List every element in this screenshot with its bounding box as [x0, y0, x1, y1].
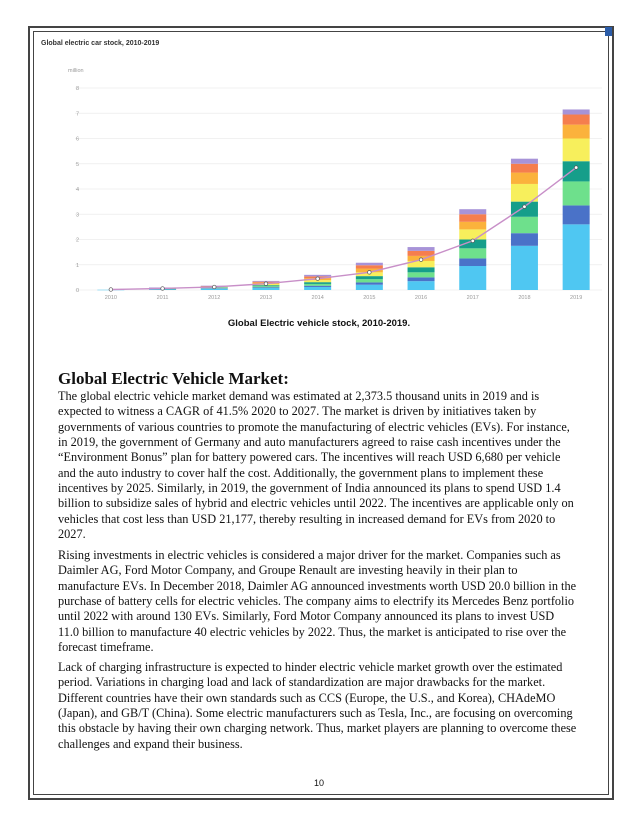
bar-segment-2019-6	[563, 125, 590, 139]
bar-segment-2015-2	[356, 282, 383, 284]
x-tick-label: 2011	[156, 295, 169, 301]
y-tick-label: 3	[75, 212, 79, 219]
x-tick-label: 2012	[208, 295, 221, 301]
bar-segment-2017-8	[459, 209, 486, 214]
trend-point-2017	[471, 239, 475, 243]
section-heading: Global Electric Vehicle Market:	[58, 369, 289, 388]
paragraph-investments: Rising investments in electric vehicles is considered a major driver for the market. Companies such as Daimler AG, Ford Motor Company, and Groupe Renault are investing heavily in their plan to manufacture EVs. In December 2018, Daimler AG announced investments worth USD 20.0 billion in the purchase of battery cells for electric vehicles. The company aims to electrify its Mercedes Benz portfolio until 2022 with around 130 EVs. Similarly, Ford Motor Company announced its plans to invest USD 11.0 billion to manufacture 40 electric vehicles by 2022. Thus, the market is anticipated to rise over the forecast timeframe.	[58, 548, 577, 655]
bar-segment-2014-3	[304, 284, 331, 286]
paragraph-charging-infrastructure: Lack of charging infrastructure is expected to hinder electric vehicle market growth over the estimated period. Variations in charging load and lack of standardization are major drawbacks for the market. Different countries have their own standards such as CCS (Europe, the U.S., and Korea), CHAdeMO (Japan), and GB/T (China). Some electric manufacturers such as Tesla, Inc., are focusing on overcoming this obstacle by having their own charging network. Thus, market players are planning to overcome these challenges and expand their business.	[58, 660, 577, 751]
bar-segment-2015-4	[356, 276, 383, 279]
y-tick-label: 7	[75, 111, 79, 118]
corner-marker	[605, 27, 612, 36]
bar-segment-2018-4	[511, 202, 538, 217]
bar-segment-2019-7	[563, 115, 590, 125]
bar-segment-2019-3	[563, 181, 590, 205]
paragraph-market-demand: The global electric vehicle market demand was estimated at 2,373.5 thousand units in 2019 and is expected to witness a CAGR of 41.5% 2020 to 2027. The market is driven by initiatives taken by governments of various countries to promote the manufacturing of electric vehicles (EVs). For instance, in 2019, the government of Germany and auto manufacturers agreed to raise cash incentives under the “Environment Bonus” plan for battery powered cars. The incentives will reach USD 6,680 per vehicle and the auto industry to cover half the cost. Additionally, the government plans to implement these incentives by 2025. Similarly, in 2019, the government of India announced its plans to spend USD 1.4 billion to subsidize sales of hybrid and electric vehicles until 2022. The incentives are applicable only on vehicles that cost less than USD 21,177, thereby resulting in increased demand for EVs from 2020 to 2027.	[58, 389, 574, 542]
bar-segment-2014-2	[304, 286, 331, 287]
bar-segment-2016-8	[408, 247, 435, 251]
bar-segment-2015-7	[356, 265, 383, 268]
bar-segment-2019-4	[563, 161, 590, 181]
bar-segment-2019-8	[563, 109, 590, 114]
trend-point-2010	[109, 288, 113, 292]
bar-segment-2016-4	[408, 267, 435, 272]
bar-segment-2018-6	[511, 173, 538, 184]
bar-segment-2016-1	[408, 281, 435, 290]
bar-segment-2015-8	[356, 263, 383, 266]
bar-segment-2019-2	[563, 205, 590, 224]
trend-line-group	[109, 166, 578, 292]
trend-point-2015	[368, 271, 372, 275]
trend-point-2013	[264, 282, 268, 286]
bar-segment-2016-7	[408, 251, 435, 256]
bar-segment-2018-2	[511, 233, 538, 246]
bar-segment-2018-8	[511, 159, 538, 164]
bar-stacks	[97, 109, 589, 290]
bar-segment-2016-3	[408, 272, 435, 277]
y-axis-label: million	[68, 68, 84, 74]
trend-point-2011	[161, 287, 165, 291]
trend-point-2016	[419, 258, 423, 262]
trend-point-2014	[316, 277, 320, 281]
x-tick-label: 2017	[466, 295, 479, 301]
x-tick-label: 2016	[414, 295, 428, 301]
axis-tick-labels	[76, 86, 582, 301]
x-tick-label: 2013	[259, 295, 273, 301]
bar-segment-2014-8	[304, 275, 331, 277]
stacked-bar-chart	[37, 36, 605, 306]
bar-segment-2014-4	[304, 282, 331, 284]
bar-segment-2013-2	[252, 287, 279, 288]
bar-segment-2018-7	[511, 164, 538, 173]
bar-segment-2015-3	[356, 279, 383, 282]
bar-segment-2019-1	[563, 224, 590, 290]
page-number: 10	[313, 778, 324, 788]
chart-figure	[37, 36, 605, 306]
bar-segment-2018-3	[511, 217, 538, 233]
bar-segment-2016-2	[408, 277, 435, 281]
bar-segment-2017-7	[459, 214, 486, 222]
bar-segment-2019-5	[563, 139, 590, 162]
figure-caption: Global Electric vehicle stock, 2010-2019.	[227, 318, 411, 329]
bar-segment-2017-2	[459, 258, 486, 266]
y-tick-label: 8	[75, 86, 79, 92]
y-tick-label: 5	[75, 161, 79, 168]
bar-segment-2017-3	[459, 248, 486, 258]
trend-point-2018	[523, 205, 527, 209]
bar-segment-2015-1	[356, 285, 383, 290]
x-tick-label: 2019	[570, 295, 583, 301]
x-tick-label: 2010	[104, 295, 117, 301]
y-tick-label: 4	[75, 187, 79, 193]
y-tick-label: 6	[75, 136, 79, 143]
bar-segment-2013-1	[252, 288, 279, 290]
y-tick-label: 2	[75, 237, 79, 244]
bar-segment-2018-1	[511, 246, 538, 290]
bar-segment-2017-6	[459, 222, 486, 230]
bar-segment-2014-1	[304, 287, 331, 290]
bar-segment-2017-1	[459, 266, 486, 290]
y-tick-label: 0	[75, 288, 79, 294]
x-tick-label: 2018	[518, 295, 531, 301]
y-tick-label: 1	[75, 262, 79, 269]
trend-line	[111, 168, 576, 290]
trend-point-2019	[574, 166, 578, 170]
chart-title: Global electric car stock, 2010-2019	[41, 40, 160, 47]
x-tick-label: 2015	[363, 295, 376, 301]
bar-segment-2013-3	[252, 286, 279, 287]
x-tick-label: 2014	[311, 295, 324, 301]
trend-point-2012	[212, 285, 216, 289]
